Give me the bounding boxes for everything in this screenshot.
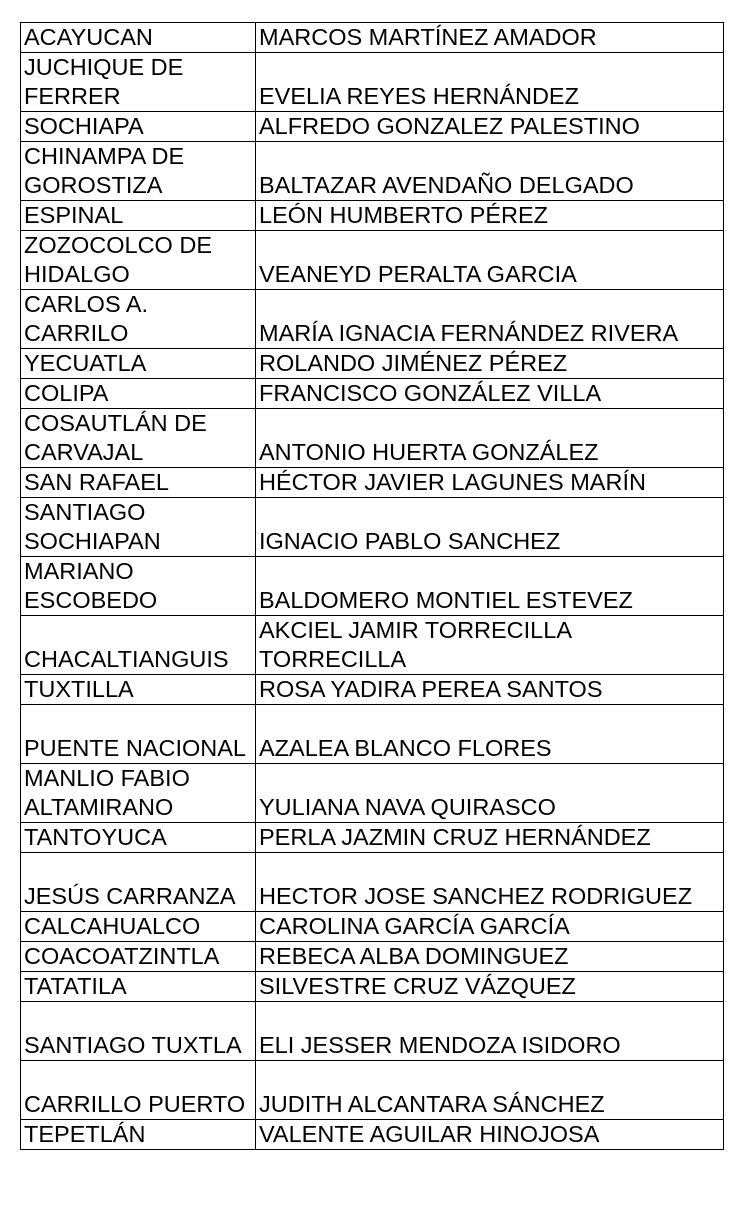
municipality-cell: ZOZOCOLCO DE HIDALGO (21, 231, 256, 290)
table-row (21, 290, 724, 349)
table-row (21, 498, 724, 557)
person-name-cell: VEANEYD PERALTA GARCIA (256, 231, 724, 290)
municipality-cell: TUXTILLA (21, 675, 256, 705)
person-name-cell: AKCIEL JAMIR TORRECILLA TORRECILLA (256, 616, 724, 675)
person-name-cell: JUDITH ALCANTARA SÁNCHEZ (256, 1061, 724, 1120)
person-name-cell: LEÓN HUMBERTO PÉREZ (256, 201, 724, 231)
table-row (21, 823, 724, 853)
municipality-cell: YECUATLA (21, 349, 256, 379)
table-row (21, 1002, 724, 1061)
person-name-cell: ROSA YADIRA PEREA SANTOS (256, 675, 724, 705)
table-row (21, 557, 724, 616)
municipality-cell: TATATILA (21, 972, 256, 1002)
table-row (21, 705, 724, 764)
person-name-cell: REBECA ALBA DOMINGUEZ (256, 942, 724, 972)
table-row (21, 53, 724, 112)
table-row (21, 1061, 724, 1120)
person-name-cell: AZALEA BLANCO FLORES (256, 705, 724, 764)
municipality-cell: JESÚS CARRANZA (21, 853, 256, 912)
municipality-cell: COLIPA (21, 379, 256, 409)
table-row (21, 1120, 724, 1150)
table-row (21, 912, 724, 942)
person-name-cell: EVELIA REYES HERNÁNDEZ (256, 53, 724, 112)
person-name-cell: CAROLINA GARCÍA GARCÍA (256, 912, 724, 942)
municipality-cell: TEPETLÁN (21, 1120, 256, 1150)
person-name-cell: MARCOS MARTÍNEZ AMADOR (256, 23, 724, 53)
person-name-cell: HÉCTOR JAVIER LAGUNES MARÍN (256, 468, 724, 498)
table-row (21, 349, 724, 379)
person-name-cell: ALFREDO GONZALEZ PALESTINO (256, 112, 724, 142)
municipality-cell: ESPINAL (21, 201, 256, 231)
municipality-cell: ACAYUCAN (21, 23, 256, 53)
person-name-cell: ANTONIO HUERTA GONZÁLEZ (256, 409, 724, 468)
person-name-cell: HECTOR JOSE SANCHEZ RODRIGUEZ (256, 853, 724, 912)
municipality-cell: COACOATZINTLA (21, 942, 256, 972)
table-row (21, 616, 724, 675)
municipality-cell: CHACALTIANGUIS (21, 616, 256, 675)
table-row (21, 409, 724, 468)
table-row (21, 468, 724, 498)
person-name-cell: SILVESTRE CRUZ VÁZQUEZ (256, 972, 724, 1002)
person-name-cell: ELI JESSER MENDOZA ISIDORO (256, 1002, 724, 1061)
municipality-cell: MANLIO FABIO ALTAMIRANO (21, 764, 256, 823)
person-name-cell: IGNACIO PABLO SANCHEZ (256, 498, 724, 557)
table-row (21, 112, 724, 142)
municipality-cell: SAN RAFAEL (21, 468, 256, 498)
table-row (21, 853, 724, 912)
table-row (21, 231, 724, 290)
municipality-cell: MARIANO ESCOBEDO (21, 557, 256, 616)
table-row (21, 142, 724, 201)
municipality-cell: PUENTE NACIONAL (21, 705, 256, 764)
table-row (21, 201, 724, 231)
person-name-cell: FRANCISCO GONZÁLEZ VILLA (256, 379, 724, 409)
municipality-cell: CARRILLO PUERTO (21, 1061, 256, 1120)
person-name-cell: BALDOMERO MONTIEL ESTEVEZ (256, 557, 724, 616)
table-row (21, 942, 724, 972)
table-row (21, 972, 724, 1002)
person-name-cell: ROLANDO JIMÉNEZ PÉREZ (256, 349, 724, 379)
person-name-cell: YULIANA NAVA QUIRASCO (256, 764, 724, 823)
person-name-cell: VALENTE AGUILAR HINOJOSA (256, 1120, 724, 1150)
municipality-cell: JUCHIQUE DE FERRER (21, 53, 256, 112)
table-row (21, 764, 724, 823)
table-row (21, 23, 724, 53)
municipality-cell: SOCHIAPA (21, 112, 256, 142)
municipality-cell: SANTIAGO SOCHIAPAN (21, 498, 256, 557)
municipality-cell: TANTOYUCA (21, 823, 256, 853)
municipality-cell: COSAUTLÁN DE CARVAJAL (21, 409, 256, 468)
table-row (21, 379, 724, 409)
municipality-cell: CALCAHUALCO (21, 912, 256, 942)
person-name-cell: MARÍA IGNACIA FERNÁNDEZ RIVERA (256, 290, 724, 349)
person-name-cell: PERLA JAZMIN CRUZ HERNÁNDEZ (256, 823, 724, 853)
person-name-cell: BALTAZAR AVENDAÑO DELGADO (256, 142, 724, 201)
municipality-cell: CHINAMPA DE GOROSTIZA (21, 142, 256, 201)
municipality-cell: CARLOS A. CARRILO (21, 290, 256, 349)
table-row (21, 675, 724, 705)
municipality-cell: SANTIAGO TUXTLA (21, 1002, 256, 1061)
municipalities-table (20, 22, 724, 1150)
